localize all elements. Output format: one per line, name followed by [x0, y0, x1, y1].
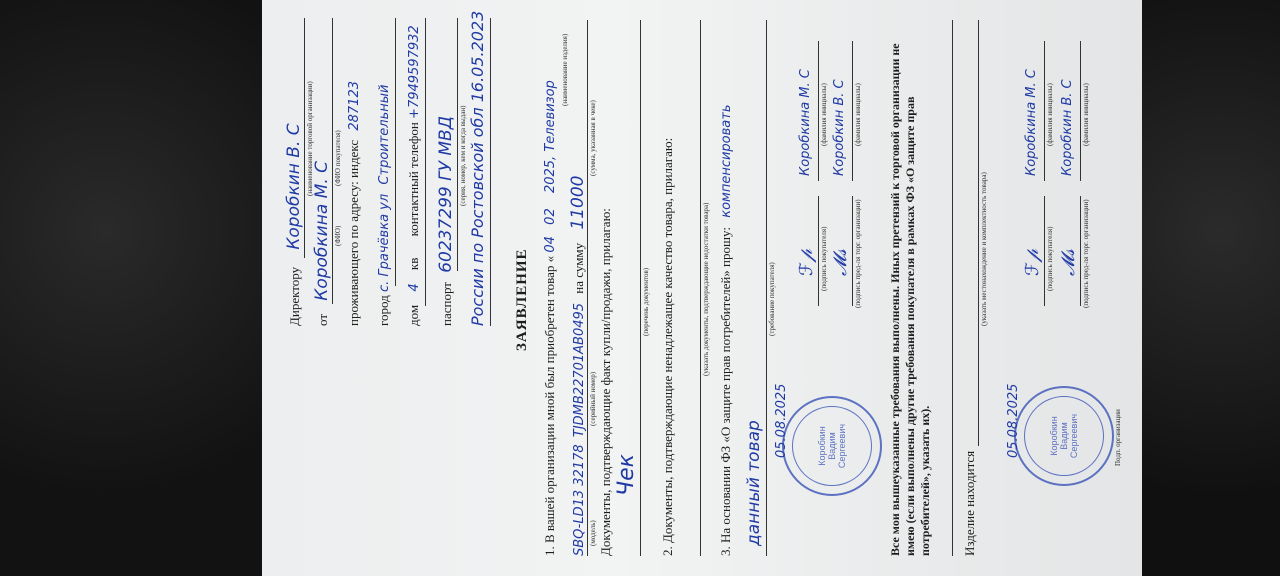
sum-label: на сумму: [571, 242, 586, 294]
section3-caption: (требование покупателя): [768, 262, 776, 336]
docs-label: Документы, подтверждающие факт купли/продажи, прилагаю:: [598, 208, 613, 556]
sum-caption: (сумма, указанная в чеке): [589, 100, 597, 176]
model-underline: [587, 20, 588, 556]
section3-sig1-caption: (подпись покупателя): [820, 226, 828, 291]
section4-sig1-name-line: [1044, 41, 1045, 181]
section3-value-2: данный товар: [744, 420, 764, 546]
section3-stamp-date: 05.08.2025: [774, 383, 789, 458]
from-value: Коробкина М. С: [312, 160, 332, 301]
passport-row: [436, 116, 456, 326]
org-caption: Подп. организации: [1114, 409, 1122, 466]
stamp-1-line-2: Вадим: [827, 432, 837, 460]
sum-value: 11000: [568, 175, 588, 230]
from-row: [312, 161, 332, 326]
section4-sig2-caption: (подпись пред-ля торг. организации): [1082, 199, 1090, 308]
house-row: [406, 25, 422, 326]
background-right: [1130, 0, 1280, 576]
model-value: SBQ-LD13 32178: [572, 444, 587, 556]
index-value: 287123: [347, 81, 362, 131]
section4-sig2-name: Коробкин В. С: [1060, 79, 1075, 176]
flat-label: кв: [406, 257, 421, 271]
section4-line-1: [952, 20, 953, 556]
section4-signature-1: ℱ𝓅: [1022, 249, 1043, 276]
background-left: [0, 0, 262, 576]
section4-sig2-line: [1080, 196, 1081, 306]
address-label: проживающего по адресу: индекс: [346, 139, 361, 326]
passport-underline: [457, 18, 458, 271]
item-location-caption: (указать местонахождение и комплектность товара): [980, 172, 988, 326]
director-row: [284, 123, 304, 326]
house-value: 4: [407, 283, 422, 292]
passport-value: 60237299 ГУ МВД: [436, 116, 456, 273]
section4-sig1-caption: (подпись покупателя): [1046, 226, 1054, 291]
section1-text: 1. В вашей организации мной был приобретен товар «: [542, 255, 557, 556]
section3-text: 3. На основании ФЗ «О защите прав потребителей» прошу:: [718, 227, 733, 556]
house-label: дом: [406, 304, 421, 326]
from-label: от: [315, 313, 330, 326]
passport-value-2: России по Ростовской обл 16.05.2023: [468, 10, 487, 326]
address-row: [346, 81, 362, 326]
section1-row1: [542, 80, 558, 556]
section3-sig1-name-caption: (фамилия инициалы): [820, 83, 828, 146]
section4-text: Все мои вышеуказанные требования выполнены. Иных претензий к торговой организации не имею (если выполнены другие требования покупателя в рамках ФЗ «О защите прав потребителей», указать их).: [888, 43, 932, 556]
phone-value: +7949597932: [407, 25, 422, 119]
section3-sig2-name: Коробкин В. С: [832, 79, 847, 176]
section4-sig1-line: [1044, 196, 1045, 306]
stamp-1: [782, 396, 882, 496]
section2-caption: (указать документы, подтверждающие недостатки товара): [702, 202, 710, 376]
section3-underline: [766, 20, 767, 556]
from-caption: (ФИО покупателя): [334, 130, 342, 186]
house-underline: [425, 18, 426, 306]
city-label: город: [376, 295, 391, 326]
section3-sig2-name-line: [852, 41, 853, 181]
purchase-item: 2025, Телевизор: [543, 80, 558, 194]
city-underline: [395, 18, 396, 286]
docs-value: Чек: [614, 454, 639, 496]
director-caption: (наименование торговой организации): [306, 81, 314, 196]
city-row: [376, 85, 392, 326]
document-page: [262, 0, 1142, 576]
purchase-day: 04: [543, 236, 558, 253]
serial-value: TJDMB22701AB0495: [572, 302, 587, 438]
section3-value-1: компенсировать: [719, 104, 734, 218]
section4-signature-2: 𝓜𝓈: [1058, 249, 1079, 276]
model-caption: (модель): [589, 520, 597, 546]
director-underline: [304, 18, 305, 258]
section1-row2: [568, 176, 588, 557]
section4-sig1-name-caption: (фамилия инициалы): [1046, 83, 1054, 146]
section3-sig1-name-line: [818, 41, 819, 181]
section3-sig2-line: [852, 196, 853, 306]
stamp-2-line-1: Коробкин: [1049, 416, 1059, 456]
section4-sig2-name-line: [1080, 41, 1081, 181]
item-location-line: [978, 20, 979, 446]
serial-caption: (серийный номер): [589, 371, 597, 426]
section4-sig2-name-caption: (фамилия инициалы): [1082, 83, 1090, 146]
docs-caption: (перечень документов): [642, 267, 650, 336]
passport-label: паспорт: [439, 282, 454, 326]
section2-text: 2. Документы, подтверждающие ненадлежащее качество товара, прилагаю:: [660, 137, 675, 556]
stamp-1-line-3: Сергеевич: [837, 423, 847, 469]
passport-caption: (серия, номер, кем и когда выдан): [459, 105, 467, 206]
section3-signature-2: 𝓜𝓈: [830, 249, 851, 276]
section4-sig1-name: Коробкина М. С: [1024, 69, 1039, 176]
director-value: Коробкин В. С: [284, 123, 304, 250]
phone-label: контактный телефон: [406, 122, 421, 237]
docs-underline: [640, 20, 641, 556]
section3-sig1-name: Коробкина М. С: [798, 69, 813, 176]
document-photo: [262, 0, 1142, 576]
document-title: ЗАЯВЛЕНИЕ: [514, 248, 530, 351]
fio-caption: (ФИО): [334, 225, 342, 246]
item-location-label: Изделие находится: [962, 450, 977, 556]
section3-signature-1: ℱ𝓅: [796, 249, 817, 276]
section3-sig2-name-caption: (фамилия инициалы): [854, 83, 862, 146]
section3-sig2-caption: (подпись пред-ля торг. организации): [854, 199, 862, 308]
section4-stamp-date: 05.08.2025: [1006, 383, 1021, 458]
stamp-2-line-3: Сергеевич: [1069, 413, 1079, 459]
passport-underline-2: [490, 18, 491, 326]
purchase-month: 02: [543, 208, 558, 225]
section3-row: [718, 105, 734, 557]
section2-underline: [700, 20, 701, 556]
city-value: с. Грачёвка ул: [377, 193, 392, 292]
from-underline: [332, 18, 333, 304]
item-name-caption: (наименование изделия): [561, 33, 569, 106]
section3-sig1-line: [818, 196, 819, 306]
stamp-2: [1014, 386, 1114, 486]
street-value: Строительный: [377, 84, 392, 185]
stamp-2-line-2: Вадим: [1059, 422, 1069, 450]
director-label: Директору: [287, 266, 302, 326]
stamp-1-line-1: Коробкин: [817, 426, 827, 466]
